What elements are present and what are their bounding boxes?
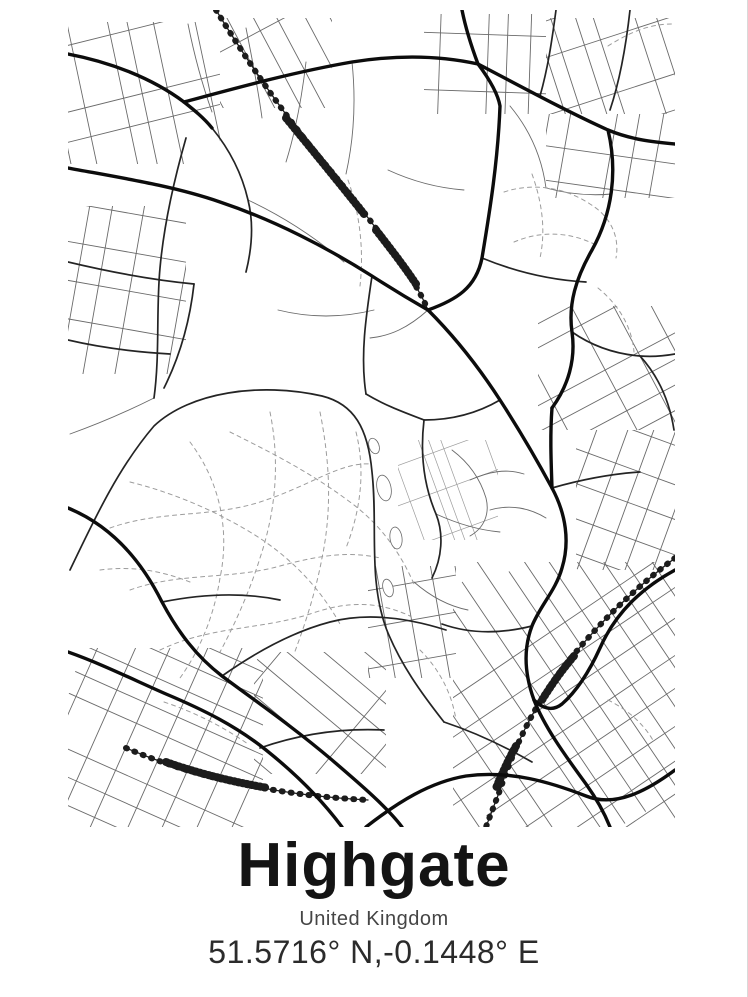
poster-subtitle: United Kingdom	[299, 908, 449, 930]
map-frame	[68, 10, 675, 827]
poster-coordinates: 51.5716° N,-0.1448° E	[208, 934, 540, 970]
poster-title: Highgate	[237, 831, 511, 900]
caption	[0, 830, 748, 971]
street-map	[68, 10, 675, 827]
